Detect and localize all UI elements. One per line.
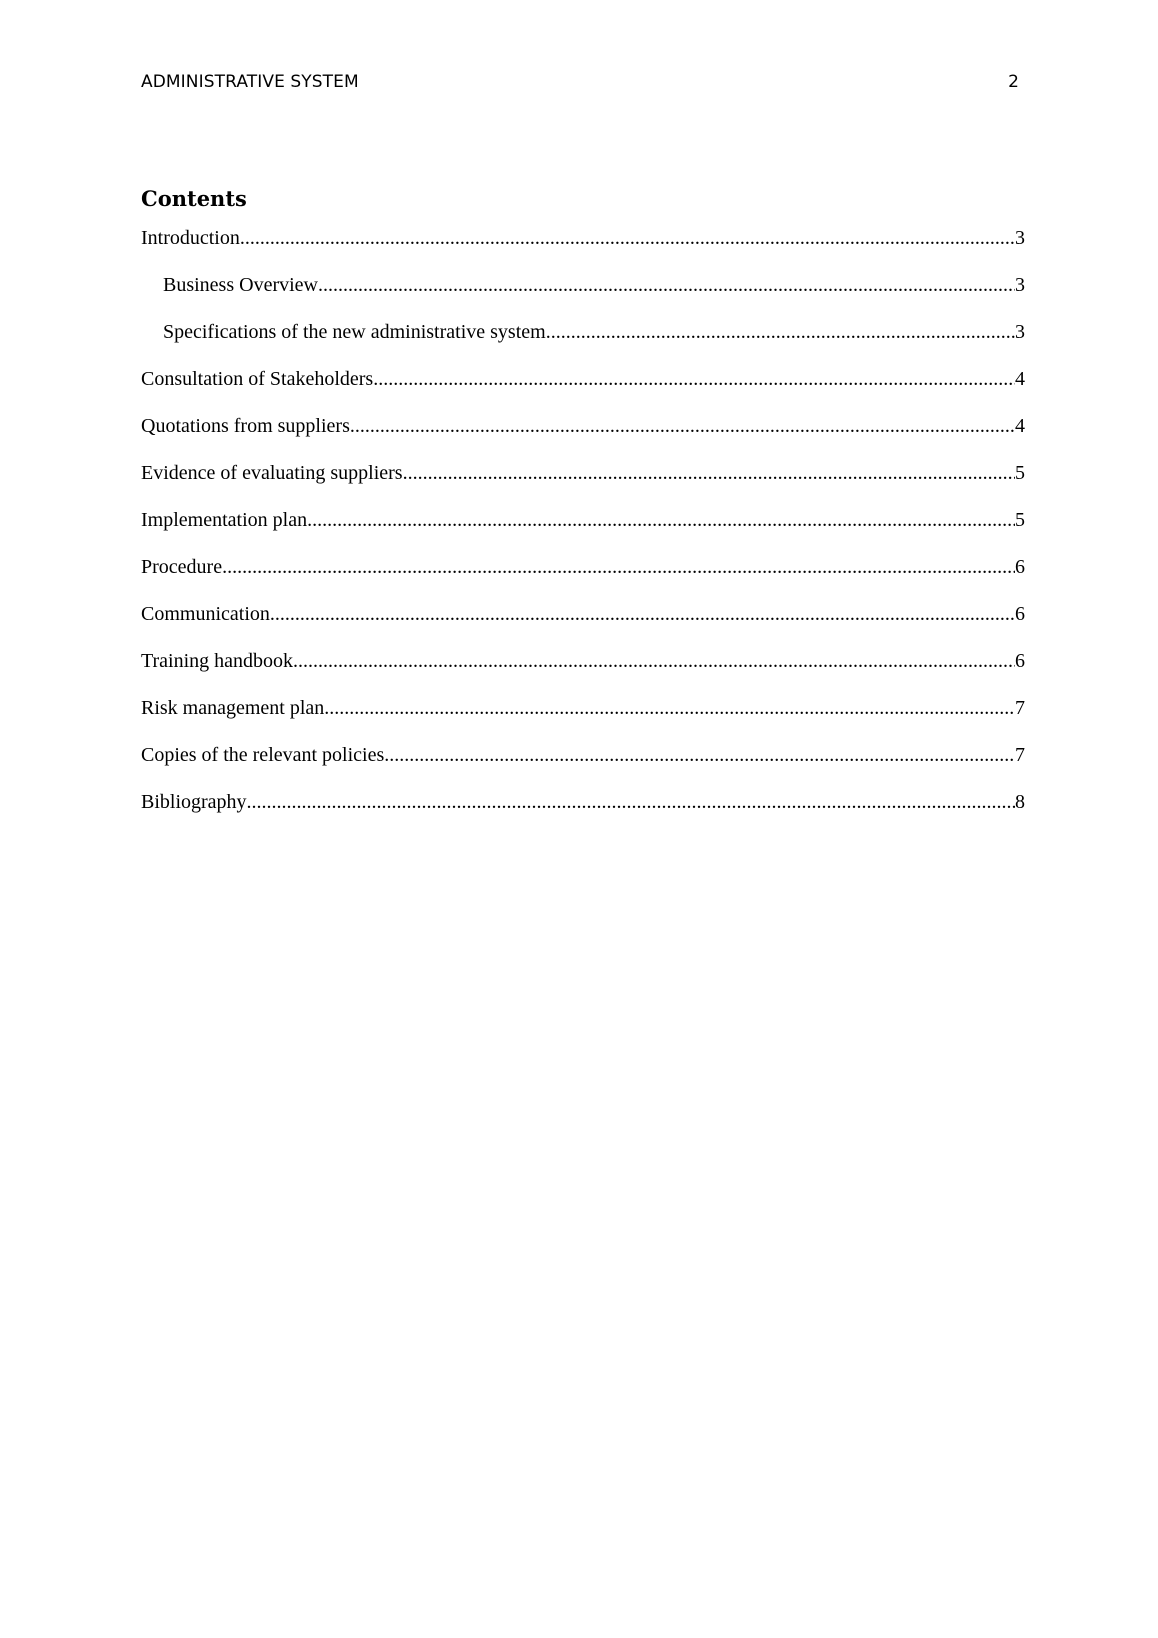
dot-leader <box>247 791 1015 814</box>
toc-entry-implementation-plan[interactable] <box>141 509 1025 556</box>
dot-leader <box>373 368 1015 391</box>
running-head-title: ADMINISTRATIVE SYSTEM <box>141 72 359 92</box>
toc-entry-title: Implementation plan <box>141 509 308 531</box>
toc-entry-page: 3 <box>1015 227 1025 249</box>
toc-entry-title: Quotations from suppliers <box>141 415 350 437</box>
toc-entry-page: 4 <box>1015 415 1025 437</box>
dot-leader <box>307 509 1015 532</box>
page-number: 2 <box>1008 72 1019 92</box>
toc-entry-page: 6 <box>1015 556 1025 578</box>
dot-leader <box>222 556 1015 579</box>
toc-entry-page: 7 <box>1015 697 1025 719</box>
toc-entry-specifications[interactable] <box>141 321 1025 368</box>
toc-entry-title: Specifications of the new administrative system <box>163 321 546 343</box>
table-of-contents <box>141 227 1025 838</box>
toc-entry-title: Risk management plan <box>141 697 325 719</box>
dot-leader <box>384 744 1015 767</box>
toc-entry-title: Evidence of evaluating suppliers <box>141 462 403 484</box>
toc-entry-page: 7 <box>1015 744 1025 766</box>
toc-entry-page: 4 <box>1015 368 1025 390</box>
dot-leader <box>403 462 1015 485</box>
dot-leader <box>324 697 1015 720</box>
toc-entry-title: Business Overview <box>163 274 318 296</box>
contents-heading: Contents <box>141 186 247 211</box>
dot-leader <box>318 274 1015 297</box>
toc-entry-title: Copies of the relevant policies <box>141 744 385 766</box>
toc-entry-procedure[interactable] <box>141 556 1025 603</box>
toc-entry-title: Consultation of Stakeholders <box>141 368 374 390</box>
dot-leader <box>270 603 1015 626</box>
toc-entry-consultation[interactable] <box>141 368 1025 415</box>
toc-entry-risk-management[interactable] <box>141 697 1025 744</box>
toc-entry-title: Communication <box>141 603 270 625</box>
toc-entry-title: Bibliography <box>141 791 247 813</box>
toc-entry-page: 5 <box>1015 509 1025 531</box>
toc-entry-page: 5 <box>1015 462 1025 484</box>
dot-leader <box>293 650 1015 673</box>
toc-entry-evaluating-suppliers[interactable] <box>141 462 1025 509</box>
page-header <box>141 70 1019 94</box>
toc-entry-business-overview[interactable] <box>141 274 1025 321</box>
toc-entry-page: 3 <box>1015 274 1025 296</box>
toc-entry-title: Procedure <box>141 556 223 578</box>
toc-entry-title: Training handbook <box>141 650 294 672</box>
toc-entry-page: 6 <box>1015 603 1025 625</box>
dot-leader <box>240 227 1015 250</box>
toc-entry-communication[interactable] <box>141 603 1025 650</box>
toc-entry-page: 6 <box>1015 650 1025 672</box>
toc-entry-quotations[interactable] <box>141 415 1025 462</box>
toc-entry-training-handbook[interactable] <box>141 650 1025 697</box>
toc-entry-title: Introduction <box>141 227 240 249</box>
toc-entry-policies[interactable] <box>141 744 1025 791</box>
toc-entry-page: 8 <box>1015 791 1025 813</box>
dot-leader <box>350 415 1015 438</box>
toc-entry-bibliography[interactable] <box>141 791 1025 838</box>
toc-entry-introduction[interactable] <box>141 227 1025 274</box>
toc-entry-page: 3 <box>1015 321 1025 343</box>
dot-leader <box>546 321 1015 344</box>
